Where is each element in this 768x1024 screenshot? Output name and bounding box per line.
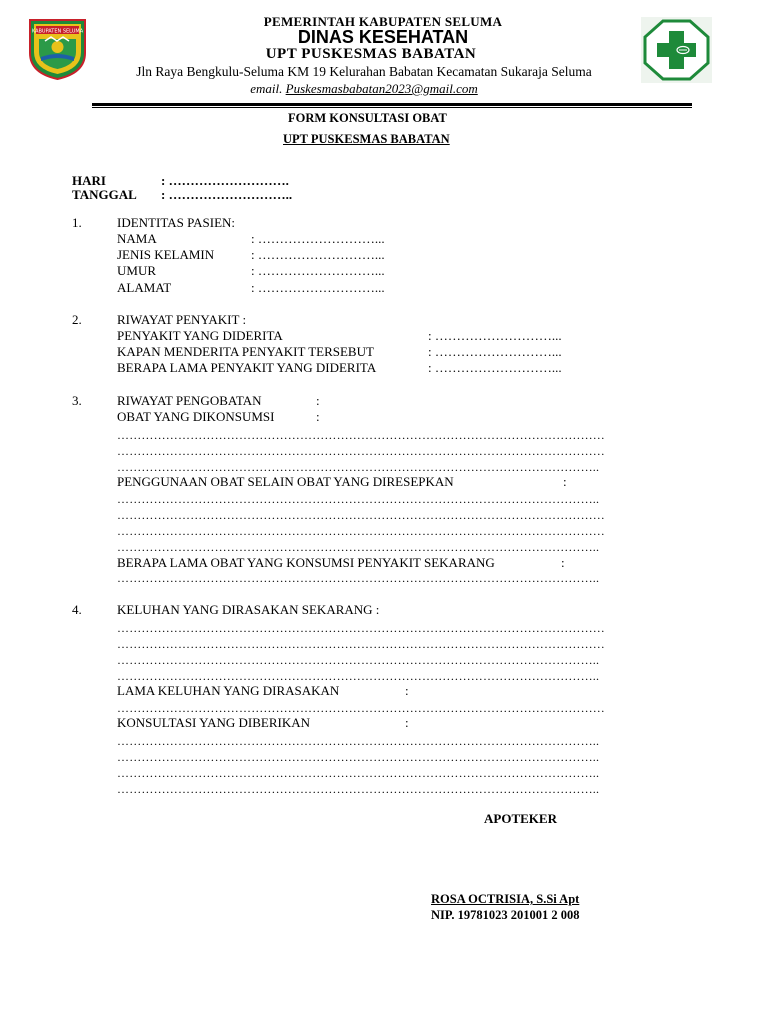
nama-field[interactable]: : ………………………... xyxy=(251,231,385,246)
penyakit-diderita-field[interactable]: : ………………………... xyxy=(428,328,562,343)
obat-dikonsumsi-label: OBAT YANG DIKONSUMSI xyxy=(117,409,275,424)
header-line1: PEMERINTAH KABUPATEN SELUMA xyxy=(263,14,503,29)
header-email xyxy=(0,81,748,97)
header-line3: UPT PUSKESMAS BABATAN xyxy=(265,46,477,62)
section1-number: 1. xyxy=(72,215,82,230)
signature-nip: NIP. 19781023 201001 2 008 xyxy=(431,908,580,922)
header-address: Jln Raya Bengkulu-Seluma KM 19 Kelurahan Babatan Kecamatan Sukaraja Seluma xyxy=(136,64,592,79)
lama-obat-label: BERAPA LAMA OBAT YANG KONSUMSI PENYAKIT SEKARANG xyxy=(117,555,495,570)
section4-title: KELUHAN YANG DIRASAKAN SEKARANG : xyxy=(117,602,380,617)
umur-label: UMUR xyxy=(117,263,157,278)
berapa-lama-penyakit-label: BERAPA LAMA PENYAKIT YANG DIDERITA xyxy=(117,360,377,375)
hari-label: HARI xyxy=(72,173,106,188)
header-rule-thick xyxy=(92,103,692,106)
alamat-field[interactable]: : ………………………... xyxy=(251,280,385,295)
obat-selain-resep-line-3[interactable]: ………………………………………………………………………………………………………… xyxy=(117,524,605,538)
keluhan-line-2[interactable]: ………………………………………………………………………………………………………… xyxy=(117,637,605,651)
lama-keluhan-line-1[interactable]: ………………………………………………………………………………………………………… xyxy=(117,701,605,715)
section2-number: 2. xyxy=(72,312,82,327)
jenis-kelamin-label: JENIS KELAMIN xyxy=(117,247,215,262)
obat-dikonsumsi-colon: : xyxy=(316,409,320,424)
berapa-lama-penyakit-field[interactable]: : ………………………... xyxy=(428,360,562,375)
hari-field[interactable]: : ………………………. xyxy=(161,173,289,188)
keluhan-line-4[interactable]: ……………………………………………………………………………………………………….. xyxy=(117,669,600,683)
lama-obat-colon: : xyxy=(561,555,565,570)
kapan-menderita-label: KAPAN MENDERITA PENYAKIT TERSEBUT xyxy=(117,344,374,359)
section4-number: 4. xyxy=(72,602,82,617)
keluhan-line-1[interactable]: ………………………………………………………………………………………………………… xyxy=(117,621,605,635)
email-link[interactable]: Puskesmasbabatan2023@gmail.com xyxy=(285,81,478,96)
alamat-label: ALAMAT xyxy=(117,280,172,295)
konsultasi-line-1[interactable]: ……………………………………………………………………………………………………….. xyxy=(117,734,600,748)
obat-selain-resep-line-2[interactable]: ………………………………………………………………………………………………………… xyxy=(117,508,605,522)
lama-keluhan-label: LAMA KELUHAN YANG DIRASAKAN xyxy=(117,683,340,698)
obat-selain-resep-line-1[interactable]: ……………………………………………………………………………………………………….. xyxy=(117,492,600,506)
obat-selain-resep-line-4[interactable]: ……………………………………………………………………………………………………….. xyxy=(117,540,600,554)
konsultasi-line-3[interactable]: ……………………………………………………………………………………………………….. xyxy=(117,766,600,780)
lama-obat-line-1[interactable]: ……………………………………………………………………………………………………….. xyxy=(117,571,600,585)
section3-colon: : xyxy=(316,393,320,408)
tanggal-field[interactable]: : ……………………….. xyxy=(161,187,293,202)
obat-selain-resep-colon: : xyxy=(563,474,567,489)
tanggal-label: TANGGAL xyxy=(72,187,137,202)
section3-title: RIWAYAT PENGOBATAN xyxy=(117,393,262,408)
kapan-menderita-field[interactable]: : ………………………... xyxy=(428,344,562,359)
signature-name: ROSA OCTRISIA, S.Si Apt xyxy=(431,892,580,906)
header-line2: DINAS KESEHATAN xyxy=(297,27,469,47)
logo-caption: KABUPATEN SELUMA xyxy=(31,28,84,35)
keluhan-line-3[interactable]: ……………………………………………………………………………………………………….. xyxy=(117,653,600,667)
section3-number: 3. xyxy=(72,393,82,408)
konsultasi-line-2[interactable]: ……………………………………………………………………………………………………….. xyxy=(117,750,600,764)
konsultasi-line-4[interactable]: ……………………………………………………………………………………………………….. xyxy=(117,782,600,796)
jenis-kelamin-field[interactable]: : ………………………... xyxy=(251,247,385,262)
konsultasi-label: KONSULTASI YANG DIBERIKAN xyxy=(117,715,311,730)
lama-keluhan-colon: : xyxy=(405,683,409,698)
umur-field[interactable]: : ………………………... xyxy=(251,263,385,278)
obat-selain-resep-label: PENGGUNAAN OBAT SELAIN OBAT YANG DIRESEPKAN xyxy=(117,474,454,489)
obat-dikonsumsi-line-1[interactable]: ………………………………………………………………………………………………………… xyxy=(117,428,605,442)
email-label: email. xyxy=(250,81,283,96)
form-title: FORM KONSULTASI OBAT xyxy=(288,111,447,125)
konsultasi-colon: : xyxy=(405,715,409,730)
form-subtitle: UPT PUSKESMAS BABATAN xyxy=(283,132,450,146)
signature-role: APOTEKER xyxy=(484,811,557,826)
obat-dikonsumsi-line-2[interactable]: ………………………………………………………………………………………………………… xyxy=(117,444,605,458)
obat-dikonsumsi-line-3[interactable]: ……………………………………………………………………………………………………….. xyxy=(117,460,600,474)
header-rule-thin xyxy=(92,107,692,108)
penyakit-diderita-label: PENYAKIT YANG DIDERITA xyxy=(117,328,283,343)
section1-title: IDENTITAS PASIEN: xyxy=(117,215,236,230)
nama-label: NAMA xyxy=(117,231,157,246)
section2-title: RIWAYAT PENYAKIT : xyxy=(117,312,247,327)
